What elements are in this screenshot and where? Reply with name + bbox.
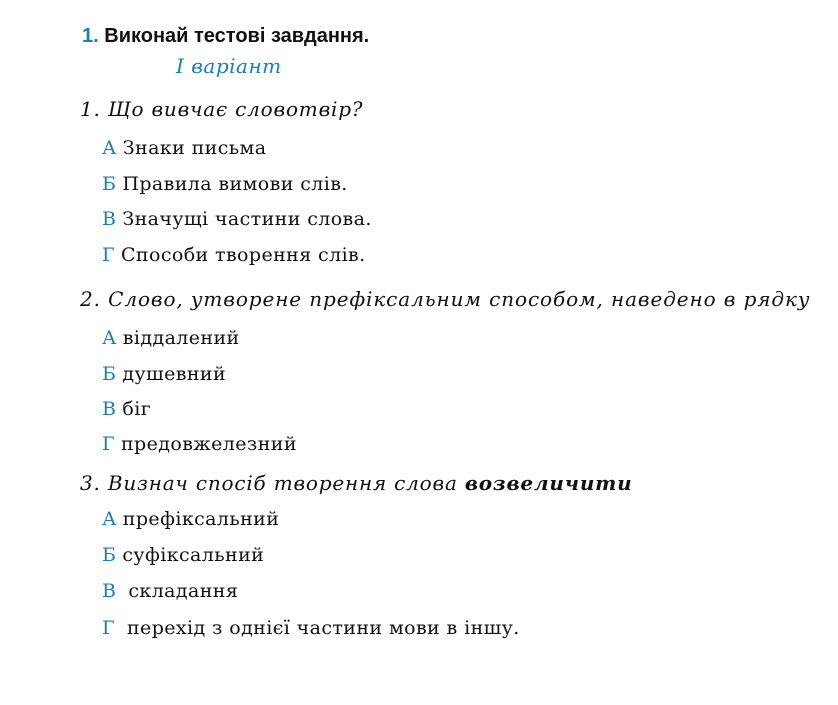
- option-text: віддалений: [122, 327, 240, 349]
- task-header: [82, 22, 369, 50]
- question-3-option-a[interactable]: [102, 505, 279, 533]
- question-1-option-b[interactable]: [102, 170, 348, 198]
- question-1: 1. Що вивчає словотвір?: [80, 97, 364, 121]
- question-1-option-d[interactable]: [102, 241, 366, 269]
- option-letter: А: [102, 327, 117, 349]
- question-3: [80, 469, 632, 497]
- option-text: перехід з однієї частини мови в іншу.: [126, 617, 520, 639]
- task-number: 1.: [82, 25, 99, 47]
- option-text: складання: [128, 580, 239, 602]
- option-letter: Б: [102, 544, 117, 566]
- option-letter: Б: [102, 363, 117, 385]
- question-2-option-b[interactable]: [102, 360, 226, 388]
- question-2: 2. Слово, утворене префіксальним способом, наведено в рядку: [80, 287, 811, 311]
- option-text: суфіксальний: [122, 544, 265, 566]
- question-2-option-d[interactable]: [102, 430, 297, 458]
- option-text: Способи творення слів.: [120, 244, 366, 266]
- question-1-option-a[interactable]: [102, 134, 266, 162]
- option-text: біг: [122, 398, 152, 420]
- option-letter: В: [102, 208, 117, 230]
- question-2-option-a[interactable]: [102, 324, 240, 352]
- option-text: душевний: [122, 363, 227, 385]
- option-letter: Г: [102, 244, 115, 266]
- option-letter: А: [102, 137, 117, 159]
- question-1-option-c[interactable]: [102, 205, 372, 233]
- option-letter: В: [102, 580, 117, 602]
- question-3-option-d[interactable]: [102, 614, 520, 642]
- option-letter: Г: [102, 433, 115, 455]
- option-text: Знаки письма: [122, 137, 267, 159]
- question-3-option-b[interactable]: [102, 541, 264, 569]
- option-text: предовжелезний: [120, 433, 297, 455]
- variant-label: І варіант: [176, 54, 282, 78]
- question-2-option-c[interactable]: [102, 395, 151, 423]
- option-text: Значущі частини слова.: [122, 208, 372, 230]
- option-letter: Г: [102, 617, 115, 639]
- option-text: префіксальний: [122, 508, 280, 530]
- task-title: Виконай тестові завдання.: [104, 25, 370, 47]
- question-3-text: 3. Визнач спосіб творення слова: [80, 471, 458, 495]
- option-letter: А: [102, 508, 117, 530]
- question-3-keyword: возвеличити: [464, 471, 633, 495]
- option-letter: В: [102, 398, 117, 420]
- question-3-option-c[interactable]: [102, 577, 238, 605]
- option-letter: Б: [102, 173, 117, 195]
- option-text: Правила вимови слів.: [122, 173, 348, 195]
